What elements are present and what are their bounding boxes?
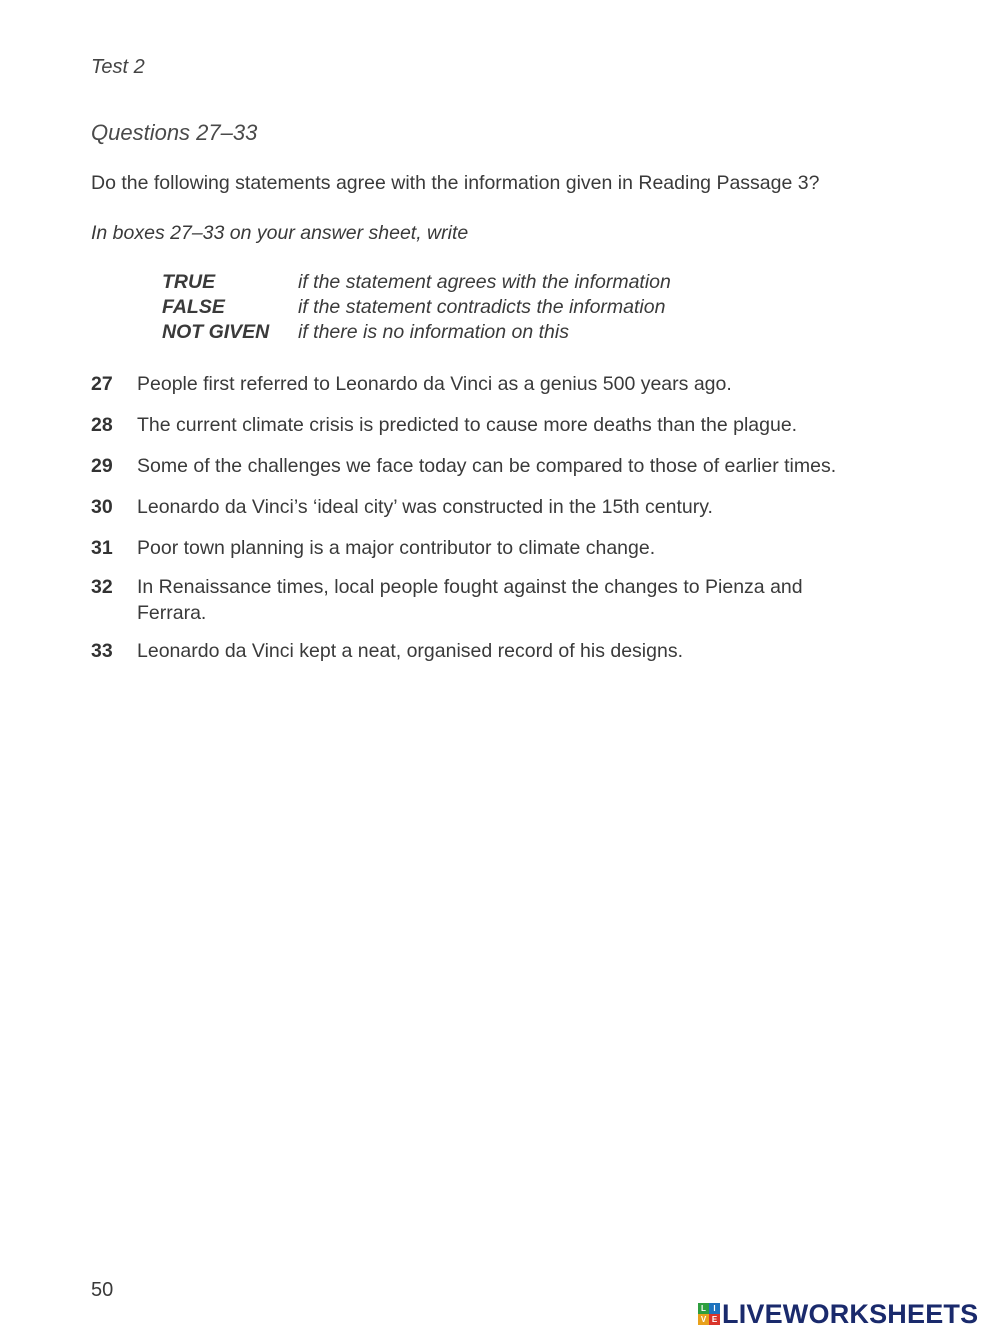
question-text: In Renaissance times, local people fought against the changes to Pienza and Ferrara. (137, 576, 803, 624)
legend-desc: if the statement agrees with the information (298, 271, 671, 293)
instruction-text: Do the following statements agree with the information given in Reading Passage 3? (91, 172, 820, 194)
question-number: 29 (91, 455, 113, 477)
liveworksheets-logo[interactable] (698, 1300, 978, 1328)
legend-desc: if there is no information on this (298, 321, 569, 343)
question-number: 28 (91, 414, 113, 436)
legend-desc: if the statement contradicts the information (298, 296, 666, 318)
legend-row-false (162, 295, 671, 320)
question-text: The current climate crisis is predicted to cause more deaths than the plague. (137, 414, 798, 436)
question-item (91, 574, 911, 626)
logo-icon-cell: L (698, 1303, 709, 1314)
questions-heading: Questions 27–33 (91, 120, 258, 145)
test-label: Test 2 (91, 56, 145, 78)
question-number: 30 (91, 496, 113, 518)
liveworksheets-icon (698, 1303, 720, 1325)
logo-icon-cell: I (709, 1303, 720, 1314)
question-item (91, 453, 911, 479)
question-number: 31 (91, 537, 113, 559)
legend-row-not-given (162, 320, 671, 345)
legend-key: TRUE (162, 271, 216, 293)
page-number: 50 (91, 1279, 114, 1301)
question-item (91, 535, 911, 561)
answer-sheet-instruction: In boxes 27–33 on your answer sheet, write (91, 222, 469, 244)
question-text: Leonardo da Vinci’s ‘ideal city’ was constructed in the 15th century. (137, 496, 713, 518)
answer-legend (162, 270, 671, 345)
question-number: 32 (91, 576, 113, 598)
question-item (91, 371, 911, 397)
logo-icon-cell: V (698, 1314, 709, 1325)
legend-key: FALSE (162, 296, 225, 318)
question-item (91, 412, 911, 438)
legend-key: NOT GIVEN (162, 321, 270, 343)
question-text: Poor town planning is a major contributor to climate change. (137, 537, 656, 559)
question-text: People first referred to Leonardo da Vinci as a genius 500 years ago. (137, 373, 732, 395)
legend-row-true (162, 270, 671, 295)
question-text: Leonardo da Vinci kept a neat, organised record of his designs. (137, 640, 683, 662)
question-item (91, 494, 911, 520)
logo-icon-cell: E (709, 1314, 720, 1325)
question-item (91, 638, 911, 664)
question-text: Some of the challenges we face today can be compared to those of earlier times. (137, 455, 837, 477)
question-number: 27 (91, 373, 113, 395)
liveworksheets-logo-text: LIVEWORKSHEETS (722, 1298, 979, 1329)
question-number: 33 (91, 640, 113, 662)
